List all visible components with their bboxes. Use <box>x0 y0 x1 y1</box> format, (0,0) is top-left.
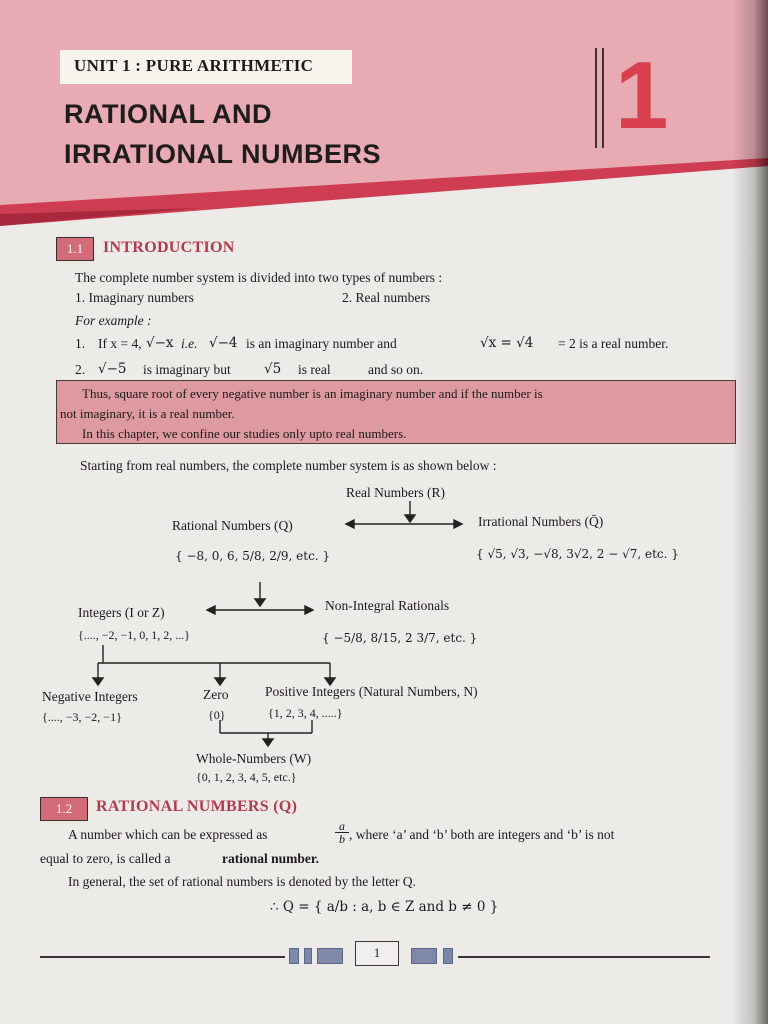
for-example-label: For example : <box>75 313 152 328</box>
footer-ornament <box>289 948 299 964</box>
note-line: Thus, square root of every negative number is an imaginary number and if the number is <box>82 386 543 401</box>
negative-integers-examples: {...., −3, −2, −1} <box>42 710 122 724</box>
negative-integers-node: Negative Integers <box>42 689 138 704</box>
definition-text: equal to zero, is called a <box>40 851 171 866</box>
real-numbers-node: Real Numbers (R) <box>346 485 445 500</box>
positive-integers-examples: {1, 2, 3, 4, .....} <box>268 706 343 720</box>
footer-ornament <box>443 948 453 964</box>
example-2-root: √5 <box>264 361 282 377</box>
type-imaginary: 1. Imaginary numbers <box>75 290 194 305</box>
example-1-ie: i.e. <box>181 336 198 351</box>
footer-ornament <box>304 948 312 964</box>
definition-text: A number which can be expressed as <box>68 827 268 842</box>
set-notation-text: In general, the set of rational numbers is denoted by the letter Q. <box>68 874 416 889</box>
integers-node: Integers (I or Z) <box>78 605 165 620</box>
chapter-title-line1: RATIONAL AND <box>64 99 272 129</box>
example-1-root: √−x <box>146 335 174 351</box>
chapter-title-line2: IRRATIONAL NUMBERS <box>64 139 381 169</box>
whole-numbers-examples: {0, 1, 2, 3, 4, 5, etc.} <box>196 770 297 784</box>
example-1-text: = 2 is a real number. <box>558 336 669 351</box>
integers-examples: {...., −2, −1, 0, 1, 2, ...} <box>78 628 191 642</box>
starting-text: Starting from real numbers, the complete number system is as shown below : <box>80 458 497 473</box>
example-1-number: 1. <box>75 336 86 351</box>
footer-rule-right <box>458 956 710 958</box>
example-2-text: is real <box>298 362 331 377</box>
example-2-number: 2. <box>75 362 86 377</box>
section-number: 1.2 <box>40 797 88 821</box>
irrational-numbers-node: Irrational Numbers (Q̄) <box>478 514 604 529</box>
note-line: In this chapter, we confine our studies only upto real numbers. <box>82 426 407 441</box>
intro-text: The complete number system is divided into two types of numbers : <box>75 270 443 285</box>
example-2-root: √−5 <box>98 361 127 377</box>
example-2-text: is imaginary but <box>143 362 231 377</box>
example-1-text: If x = 4, <box>98 336 142 351</box>
footer-rule-left <box>40 956 285 958</box>
irrational-examples: { √5, √3, −√8, 3√2, 2 − √7, etc. } <box>476 547 679 561</box>
page-number: 1 <box>355 941 399 966</box>
example-2-text: and so on. <box>368 362 424 377</box>
section-title: RATIONAL NUMBERS (Q) <box>96 798 298 815</box>
example-1-root: √−4 <box>209 335 238 351</box>
fraction-denominator: b <box>339 832 345 846</box>
definition-text: , where ‘a’ and ‘b’ both are integers and ‘b’ is not <box>349 827 615 842</box>
definition-term: rational number. <box>222 851 320 866</box>
type-real: 2. Real numbers <box>342 290 431 305</box>
note-line: not imaginary, it is a real number. <box>60 406 235 421</box>
fraction-numerator: a <box>335 820 349 833</box>
footer-ornament <box>317 948 343 964</box>
non-integral-node: Non-Integral Rationals <box>325 598 450 613</box>
zero-examples: {0} <box>208 708 226 722</box>
rational-examples: { −8, 0, 6, 5/8, 2/9, etc. } <box>175 549 331 563</box>
rational-set-formula: ∴ Q = { a/b : a, b ∈ Z and b ≠ 0 } <box>270 899 499 915</box>
example-1-root: √x = √4 <box>480 335 534 351</box>
non-integral-examples: { −5/8, 8/15, 2 3/7, etc. } <box>322 631 478 645</box>
rational-numbers-node: Rational Numbers (Q) <box>172 518 293 533</box>
whole-numbers-node: Whole-Numbers (W) <box>196 751 312 766</box>
section-title: INTRODUCTION <box>103 239 235 256</box>
positive-integers-node: Positive Integers (Natural Numbers, N) <box>265 684 478 699</box>
chapter-number: 1 <box>615 42 669 149</box>
footer-ornament <box>411 948 437 964</box>
zero-node: Zero <box>203 687 229 702</box>
example-1-text: is an imaginary number and <box>246 336 397 351</box>
section-number: 1.1 <box>56 237 94 261</box>
fraction-a-over-b <box>335 820 349 845</box>
unit-title: UNIT 1 : PURE ARITHMETIC <box>74 56 314 75</box>
